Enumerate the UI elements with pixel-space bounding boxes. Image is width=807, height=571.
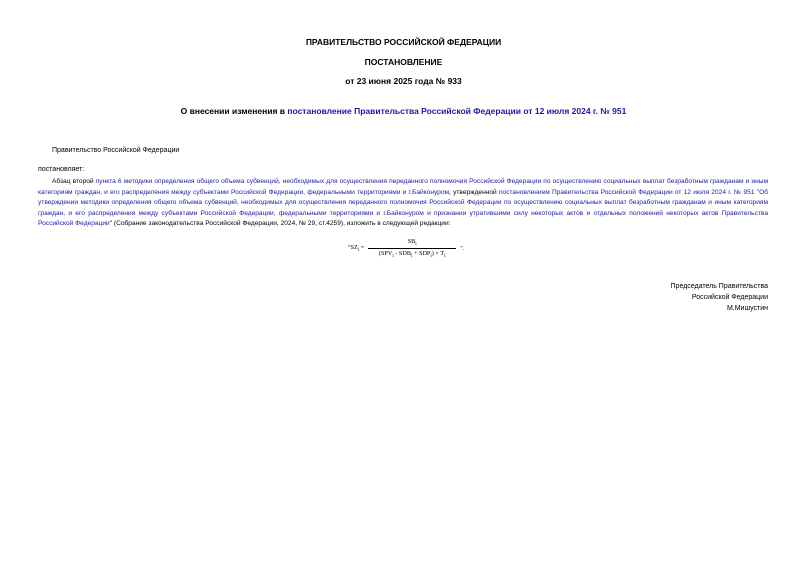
para-link-methodology[interactable]: пункта 6 методики определения общего объема субвенций, необходимых для осуществления переданного полномочия Российской Федерации по осуществлению социальных выплат безработным гражданам и иным категориям граждан, и его распределения между субъектами Российской Федерации, федеральными территориями и г.Байконуром — [38, 178, 768, 196]
resolves-line: постановляет: — [38, 166, 85, 173]
formula-denominator: $(SPV_i - SDB_i + SDP_i) \times T_i$ — [378, 250, 446, 260]
formula-fraction — [368, 238, 456, 259]
signature-title: Председатель Правительства — [670, 283, 768, 290]
main-paragraph — [38, 177, 768, 230]
para-end: " (Собрание законодательства Российской Федерации, 2024, № 29, ст.4259), изложить в следующей редакции: — [109, 220, 451, 228]
header-doc-type: ПОСТАНОВЛЕНИЕ — [364, 57, 443, 67]
header-date-number: от 23 июня 2025 года № 933 — [345, 76, 462, 86]
formula-numerator: $SB_i$ — [368, 238, 456, 249]
government-line: Правительство Российской Федерации — [52, 147, 180, 154]
formula — [348, 238, 464, 259]
para-mid: , утвержденной — [449, 188, 499, 196]
formula-lhs: "$SZ_i$ = — [348, 244, 365, 254]
signature-block — [671, 281, 768, 314]
formula-tail: ". — [460, 245, 465, 253]
signature-org: Российской Федерации — [691, 294, 768, 301]
document-title — [0, 106, 807, 116]
para-link-resolution[interactable]: постановлением Правительства Российской Федерации от 12 июля 2024 г. № 951 "Об утверждении методики определения общего объема субвенций, необходимых для осуществления переданного полномочия Российской Федерации по осуществлению социальных выплат безработным гражданам и иным категориям граждан, и его распределения между субъектами Российской Федерации, федеральными территориями и г.Байконуром и признании утратившими силу некоторых актов и отдельных положений некоторых актов Правительства Российской Федерации — [38, 188, 768, 228]
title-prefix: О внесении изменения в — [180, 106, 288, 116]
header-org: ПРАВИТЕЛЬСТВО РОССИЙСКОЙ ФЕДЕРАЦИИ — [305, 37, 502, 47]
para-start: Абзац второй — [52, 178, 96, 185]
title-link[interactable]: постановление Правительства Российской Федерации от 12 июля 2024 г. № 951 — [287, 106, 627, 116]
signature-name: М.Мишустин — [726, 305, 768, 312]
